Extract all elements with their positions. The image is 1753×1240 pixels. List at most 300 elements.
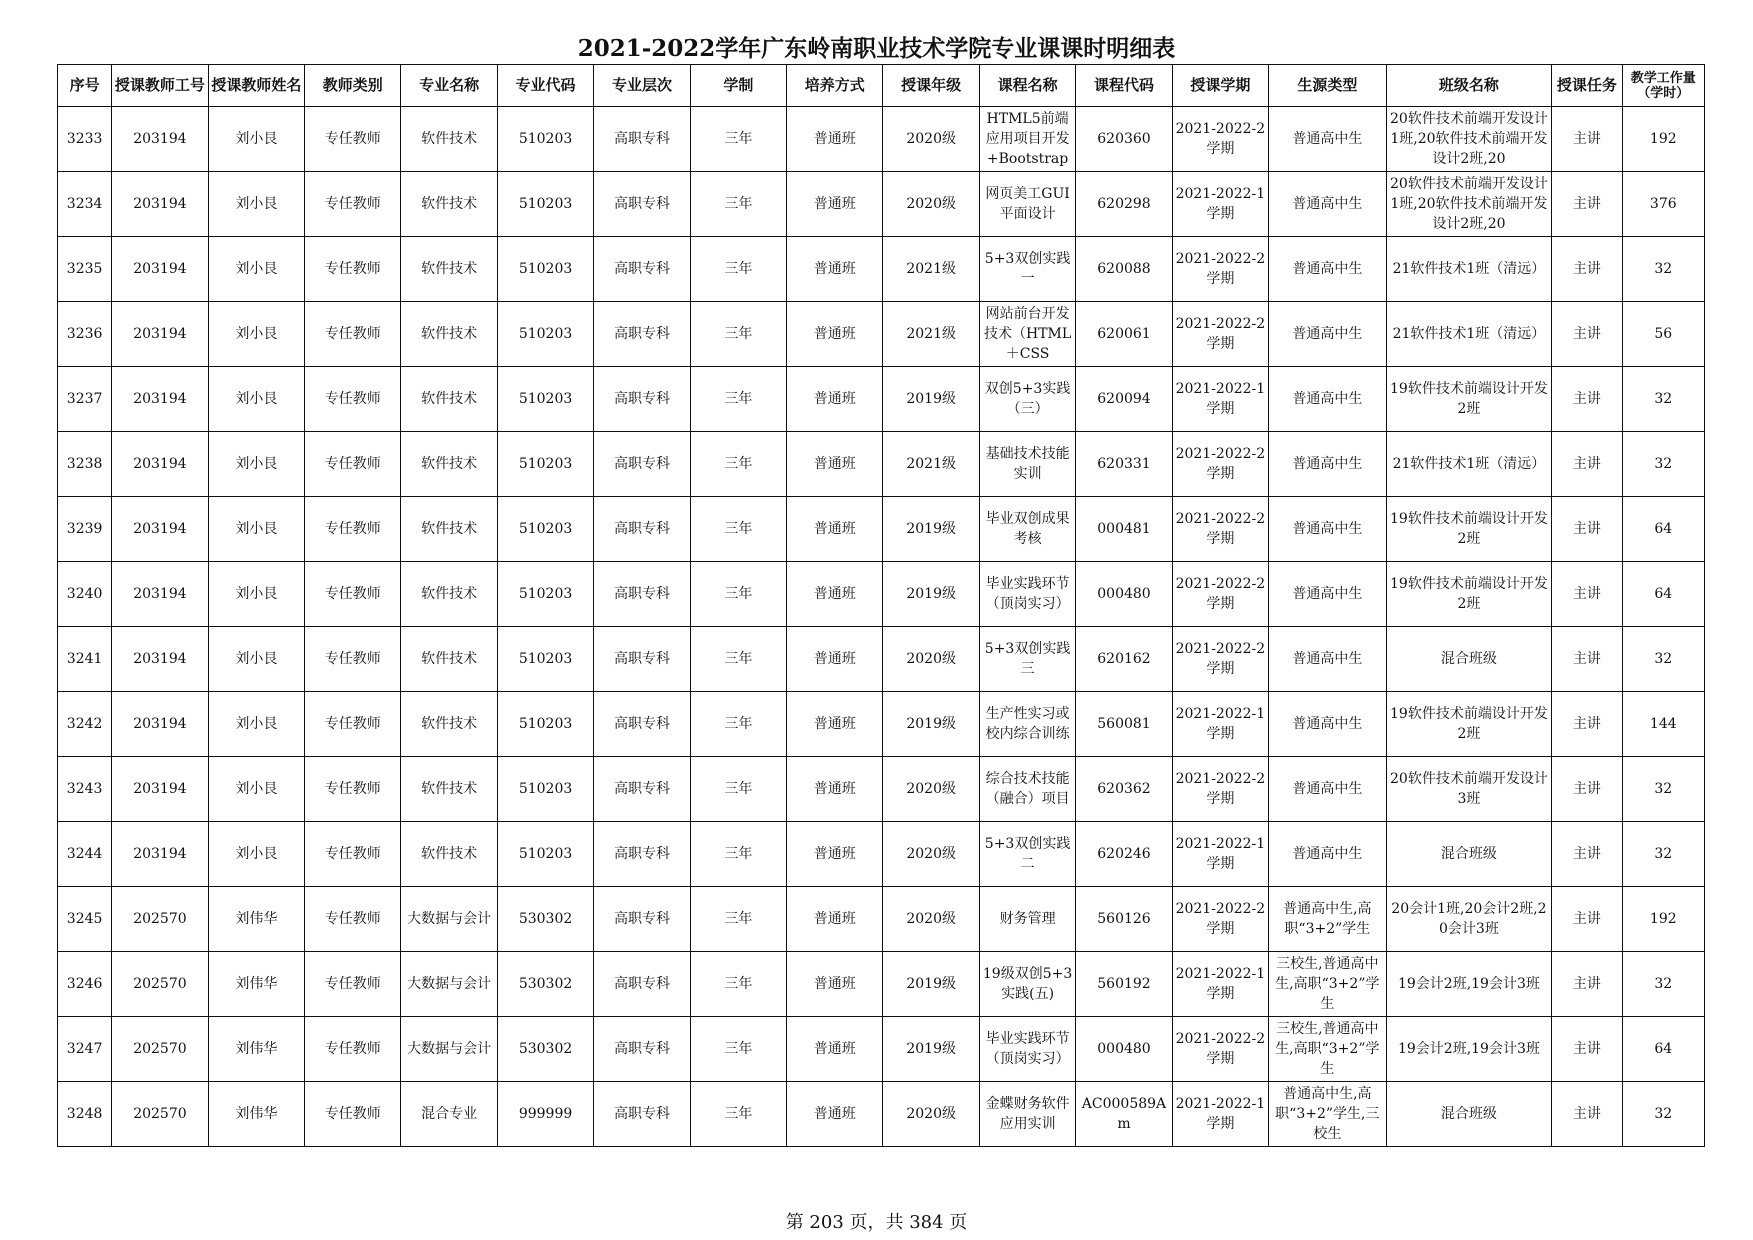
table-cell (979, 172, 1075, 237)
cell-text: 专任教师 (324, 131, 381, 147)
cell-text: 高职专科 (613, 391, 670, 407)
table-cell (1386, 432, 1552, 497)
cell-text: 主讲 (1572, 196, 1601, 212)
table-cell (58, 302, 112, 367)
cell-text: 普通班 (813, 976, 856, 992)
table-cell (690, 1017, 786, 1082)
cell-text: 64 (1654, 1041, 1673, 1057)
cell-text: 510203 (518, 456, 573, 472)
table-row (58, 497, 1705, 562)
table-cell (112, 692, 208, 757)
cell-text: 软件技术 (421, 586, 478, 602)
cell-text: 2021-2022-1学期 (1175, 706, 1266, 742)
table-cell (1076, 432, 1172, 497)
table-cell (112, 1082, 208, 1147)
table-cell (1172, 367, 1268, 432)
table-cell (1076, 692, 1172, 757)
table-cell (1076, 822, 1172, 887)
table-cell (1552, 757, 1622, 822)
table-cell (883, 497, 979, 562)
table-cell (112, 627, 208, 692)
table-cell (497, 627, 593, 692)
table-cell (401, 822, 497, 887)
table-cell (1172, 432, 1268, 497)
table-cell (1076, 757, 1172, 822)
table-cell (1386, 562, 1552, 627)
table-cell (401, 237, 497, 302)
cell-text: 软件技术 (421, 196, 478, 212)
table-cell (690, 302, 786, 367)
cell-text: 高职专科 (613, 781, 670, 797)
table-cell (1076, 562, 1172, 627)
table-cell (787, 172, 883, 237)
table-cell (1622, 562, 1704, 627)
cell-text: 192 (1649, 911, 1677, 927)
table-cell (979, 432, 1075, 497)
table-cell (979, 107, 1075, 172)
table-cell (497, 367, 593, 432)
cell-text: 530302 (518, 1041, 573, 1057)
cell-text: 软件技术 (421, 456, 478, 472)
table-row (58, 757, 1705, 822)
table-cell (1552, 692, 1622, 757)
cell-text: 3241 (66, 651, 103, 667)
cell-text: 专任教师 (324, 846, 381, 862)
table-cell (1552, 1017, 1622, 1082)
cell-text: 刘小艮 (235, 716, 278, 732)
table-cell (1386, 367, 1552, 432)
table-cell (401, 692, 497, 757)
cell-text: 专任教师 (324, 911, 381, 927)
table-cell (787, 887, 883, 952)
table-cell (1172, 237, 1268, 302)
cell-text: 普通高中生 (1292, 196, 1363, 212)
cell-text: 专任教师 (324, 976, 381, 992)
table-cell (305, 952, 401, 1017)
table-cell (1622, 1082, 1704, 1147)
table-cell (58, 237, 112, 302)
cell-text: 网站前台开发技术（HTML＋CSS (983, 306, 1072, 362)
table-cell (1552, 107, 1622, 172)
cell-text: 2021级 (906, 261, 956, 277)
cell-text: 21软件技术1班（清远） (1392, 456, 1546, 472)
table-cell (58, 822, 112, 887)
cell-text: 毕业实践环节（顶岗实习） (985, 1031, 1070, 1067)
cell-text: 毕业实践环节（顶岗实习） (985, 576, 1070, 612)
table-cell (1076, 627, 1172, 692)
cell-text: 三年 (724, 1106, 753, 1122)
cell-text: 510203 (518, 781, 573, 797)
table-cell (883, 822, 979, 887)
cell-text: 203194 (133, 391, 187, 407)
cell-text: 普通高中生,高职“3+2”学生,三校生 (1275, 1086, 1380, 1142)
table-cell (112, 822, 208, 887)
table-row (58, 952, 1705, 1017)
table-cell (401, 497, 497, 562)
cell-text: 专任教师 (324, 261, 381, 277)
cell-text: 510203 (518, 651, 573, 667)
column-header: 教师类别 (305, 65, 401, 107)
table-cell (58, 1017, 112, 1082)
cell-text: 2021级 (906, 326, 956, 342)
cell-text: 普通班 (813, 456, 856, 472)
cell-text: 2020级 (906, 781, 956, 797)
cell-text: 19软件技术前端设计开发2班 (1390, 576, 1548, 612)
cell-text: 普通班 (813, 196, 856, 212)
table-cell (1386, 302, 1552, 367)
table-cell (1386, 172, 1552, 237)
cell-text: 三年 (724, 326, 753, 342)
cell-text: 普通班 (813, 131, 856, 147)
table-cell (1552, 237, 1622, 302)
cell-text: 510203 (518, 586, 573, 602)
table-cell (594, 887, 690, 952)
table-cell (208, 107, 304, 172)
cell-text: 三年 (724, 781, 753, 797)
table-cell (497, 562, 593, 627)
column-header: 专业代码 (497, 65, 593, 107)
table-cell (112, 497, 208, 562)
table-cell (787, 952, 883, 1017)
cell-text: 金蝶财务软件应用实训 (985, 1096, 1070, 1132)
cell-text: 2019级 (906, 1041, 956, 1057)
table-cell (787, 1082, 883, 1147)
table-cell (1269, 627, 1386, 692)
cell-text: 3246 (66, 976, 103, 992)
table-cell (883, 757, 979, 822)
column-header: 授课年级 (883, 65, 979, 107)
cell-text: 主讲 (1572, 781, 1601, 797)
cell-text: 专任教师 (324, 196, 381, 212)
table-cell (305, 822, 401, 887)
cell-text: 620162 (1097, 651, 1151, 667)
table-cell (883, 562, 979, 627)
table-cell (883, 887, 979, 952)
page-title: 2021-2022学年广东岭南职业技术学院专业课课时明细表 (577, 35, 1176, 62)
table-cell (1386, 107, 1552, 172)
table-cell (1386, 692, 1552, 757)
table-cell (979, 1017, 1075, 1082)
table-row (58, 432, 1705, 497)
cell-text: 软件技术 (421, 131, 478, 147)
cell-text: 软件技术 (421, 846, 478, 862)
table-cell (305, 562, 401, 627)
table-cell (1386, 497, 1552, 562)
cell-text: 32 (1654, 651, 1673, 667)
cell-text: 刘小艮 (235, 781, 278, 797)
table-cell (594, 1017, 690, 1082)
column-header: 专业名称 (401, 65, 497, 107)
table-cell (690, 887, 786, 952)
cell-text: 三年 (724, 651, 753, 667)
table-cell (690, 237, 786, 302)
cell-text: 2019级 (906, 716, 956, 732)
table-cell (787, 107, 883, 172)
table-cell (497, 302, 593, 367)
table-cell (787, 497, 883, 562)
table-cell (1076, 367, 1172, 432)
cell-text: 双创5+3实践（三） (984, 381, 1071, 417)
cell-text: 2020级 (906, 846, 956, 862)
table-cell (594, 107, 690, 172)
cell-text: 刘小艮 (235, 846, 278, 862)
table-cell (1269, 1017, 1386, 1082)
table-cell (1552, 432, 1622, 497)
table-cell (787, 562, 883, 627)
cell-text: 510203 (518, 261, 573, 277)
table-cell (979, 887, 1075, 952)
cell-text: 000480 (1097, 1041, 1151, 1057)
table-cell (594, 432, 690, 497)
table-cell (690, 107, 786, 172)
cell-text: 高职专科 (613, 196, 670, 212)
cell-text: 20软件技术前端开发设计1班,20软件技术前端开发设计2班,20 (1390, 176, 1548, 232)
cell-text: 376 (1649, 196, 1677, 212)
table-cell (401, 887, 497, 952)
table-cell (1172, 627, 1268, 692)
table-cell (401, 562, 497, 627)
cell-text: 2021-2022-2学期 (1175, 251, 1266, 287)
table-cell (1622, 887, 1704, 952)
column-header: 学制 (690, 65, 786, 107)
cell-text: 560126 (1097, 911, 1151, 927)
cell-text: 主讲 (1572, 261, 1601, 277)
cell-text: 毕业双创成果考核 (985, 511, 1070, 547)
cell-text: 21软件技术1班（清远） (1392, 261, 1546, 277)
column-header: 课程名称 (979, 65, 1075, 107)
table-cell (208, 172, 304, 237)
cell-text: 软件技术 (421, 651, 478, 667)
cell-text: 2019级 (906, 976, 956, 992)
cell-text: AC000589Am (1081, 1096, 1167, 1132)
cell-text: 530302 (518, 976, 573, 992)
table-cell (979, 302, 1075, 367)
cell-text: 主讲 (1572, 586, 1601, 602)
table-cell (1386, 627, 1552, 692)
table-cell (1269, 302, 1386, 367)
cell-text: 混合专业 (421, 1106, 478, 1122)
table-cell (690, 1082, 786, 1147)
table-cell (594, 367, 690, 432)
cell-text: 3238 (66, 456, 103, 472)
table-cell (1622, 822, 1704, 887)
cell-text: 620331 (1097, 456, 1151, 472)
table-cell (1269, 497, 1386, 562)
table-cell (690, 172, 786, 237)
cell-text: 2019级 (906, 586, 956, 602)
cell-text: 2021级 (906, 456, 956, 472)
table-cell (112, 107, 208, 172)
cell-text: 专任教师 (324, 521, 381, 537)
cell-text: 3245 (66, 911, 103, 927)
table-cell (594, 302, 690, 367)
column-header: 授课教师工号 (112, 65, 208, 107)
cell-text: 202570 (133, 1041, 187, 1057)
cell-text: 2021-2022-1学期 (1175, 381, 1266, 417)
table-cell (594, 1082, 690, 1147)
table-cell (690, 822, 786, 887)
cell-text: 普通班 (813, 651, 856, 667)
cell-text: 主讲 (1572, 846, 1601, 862)
table-row (58, 822, 1705, 887)
table-cell (208, 562, 304, 627)
table-cell (1622, 237, 1704, 302)
cell-text: 刘小艮 (235, 261, 278, 277)
cell-text: 三年 (724, 586, 753, 602)
table-cell (1552, 952, 1622, 1017)
column-header: 授课学期 (1172, 65, 1268, 107)
cell-text: 主讲 (1572, 456, 1601, 472)
table-cell (1076, 1017, 1172, 1082)
cell-text: 普通班 (813, 261, 856, 277)
table-cell (787, 1017, 883, 1082)
cell-text: 560081 (1097, 716, 1151, 732)
table-cell (883, 237, 979, 302)
table-cell (979, 822, 1075, 887)
cell-text: 高职专科 (613, 521, 670, 537)
table-cell (1076, 952, 1172, 1017)
table-cell (1552, 887, 1622, 952)
cell-text: 999999 (518, 1106, 573, 1122)
table-cell (1386, 887, 1552, 952)
table-cell (1076, 1082, 1172, 1147)
table-cell (979, 367, 1075, 432)
table-cell (690, 952, 786, 1017)
cell-text: 普通班 (813, 391, 856, 407)
cell-text: 三年 (724, 846, 753, 862)
cell-text: 主讲 (1572, 521, 1601, 537)
table-cell (401, 757, 497, 822)
cell-text: 三年 (724, 196, 753, 212)
table-cell (497, 172, 593, 237)
column-header: 授课任务 (1552, 65, 1622, 107)
table-cell (1622, 172, 1704, 237)
cell-text: 192 (1649, 131, 1677, 147)
table-cell (497, 887, 593, 952)
table-cell (58, 367, 112, 432)
table-cell (112, 887, 208, 952)
cell-text: 三年 (724, 261, 753, 277)
cell-text: 高职专科 (613, 1106, 670, 1122)
table-row (58, 367, 1705, 432)
table-cell (305, 172, 401, 237)
cell-text: 普通班 (813, 521, 856, 537)
cell-text: 主讲 (1572, 391, 1601, 407)
table-cell (112, 302, 208, 367)
table-cell (401, 1017, 497, 1082)
cell-text: 基础技术技能实训 (985, 446, 1070, 482)
table-cell (497, 822, 593, 887)
cell-text: 高职专科 (613, 1041, 670, 1057)
table-cell (58, 562, 112, 627)
table-cell (594, 822, 690, 887)
table-cell (1622, 627, 1704, 692)
table-cell (1172, 562, 1268, 627)
cell-text: 主讲 (1572, 1041, 1601, 1057)
cell-text: 主讲 (1572, 1106, 1601, 1122)
table-cell (305, 497, 401, 562)
cell-text: 32 (1654, 261, 1673, 277)
cell-text: 普通班 (813, 586, 856, 602)
table-cell (58, 172, 112, 237)
table-cell (1622, 952, 1704, 1017)
table-cell (690, 432, 786, 497)
cell-text: 2021-2022-2学期 (1175, 901, 1266, 937)
table-cell (58, 952, 112, 1017)
cell-text: 510203 (518, 521, 573, 537)
table-cell (58, 627, 112, 692)
table-cell (1172, 952, 1268, 1017)
table-cell (208, 757, 304, 822)
cell-text: 刘伟华 (235, 1106, 278, 1122)
table-cell (305, 887, 401, 952)
cell-text: 高职专科 (613, 326, 670, 342)
cell-text: 510203 (518, 846, 573, 862)
cell-text: 三年 (724, 716, 753, 732)
cell-text: 3233 (66, 131, 103, 147)
table-cell (594, 692, 690, 757)
table-cell (208, 627, 304, 692)
table-cell (305, 237, 401, 302)
cell-text: 普通班 (813, 1041, 856, 1057)
cell-text: 620088 (1097, 261, 1151, 277)
table-cell (1622, 367, 1704, 432)
cell-text: 三年 (724, 521, 753, 537)
cell-text: 620360 (1097, 131, 1151, 147)
table-cell (1269, 172, 1386, 237)
cell-text: 20会计1班,20会计2班,20会计3班 (1391, 901, 1547, 937)
cell-text: 三年 (724, 456, 753, 472)
cell-text: 2021-2022-2学期 (1175, 576, 1266, 612)
cell-text: 32 (1654, 976, 1673, 992)
table-cell (1269, 107, 1386, 172)
column-header: 教学工作量（学时） (1622, 65, 1704, 107)
table-cell (690, 367, 786, 432)
table-cell (883, 692, 979, 757)
cell-text: 大数据与会计 (407, 911, 492, 927)
cell-text: 刘小艮 (235, 521, 278, 537)
table-row (58, 107, 1705, 172)
cell-text: 2020级 (906, 196, 956, 212)
table-cell (787, 757, 883, 822)
cell-text: 专任教师 (324, 456, 381, 472)
table-row (58, 627, 1705, 692)
cell-text: 软件技术 (421, 391, 478, 407)
cell-text: 普通高中生 (1292, 781, 1363, 797)
cell-text: 620298 (1097, 196, 1151, 212)
table-cell (1172, 172, 1268, 237)
table-cell (594, 172, 690, 237)
cell-text: 21软件技术1班（清远） (1392, 326, 1546, 342)
cell-text: 三年 (724, 976, 753, 992)
cell-text: 32 (1654, 846, 1673, 862)
cell-text: 203194 (133, 326, 187, 342)
table-cell (112, 952, 208, 1017)
table-cell (594, 627, 690, 692)
table-row (58, 887, 1705, 952)
table-row (58, 302, 1705, 367)
cell-text: 高职专科 (613, 651, 670, 667)
table-cell (208, 952, 304, 1017)
table-cell (1269, 952, 1386, 1017)
cell-text: 普通班 (813, 846, 856, 862)
cell-text: 3247 (66, 1041, 103, 1057)
cell-text: HTML5前端应用项目开发+Bootstrap (985, 111, 1070, 167)
table-cell (112, 237, 208, 302)
table-cell (208, 692, 304, 757)
table-cell (208, 822, 304, 887)
table-cell (497, 237, 593, 302)
